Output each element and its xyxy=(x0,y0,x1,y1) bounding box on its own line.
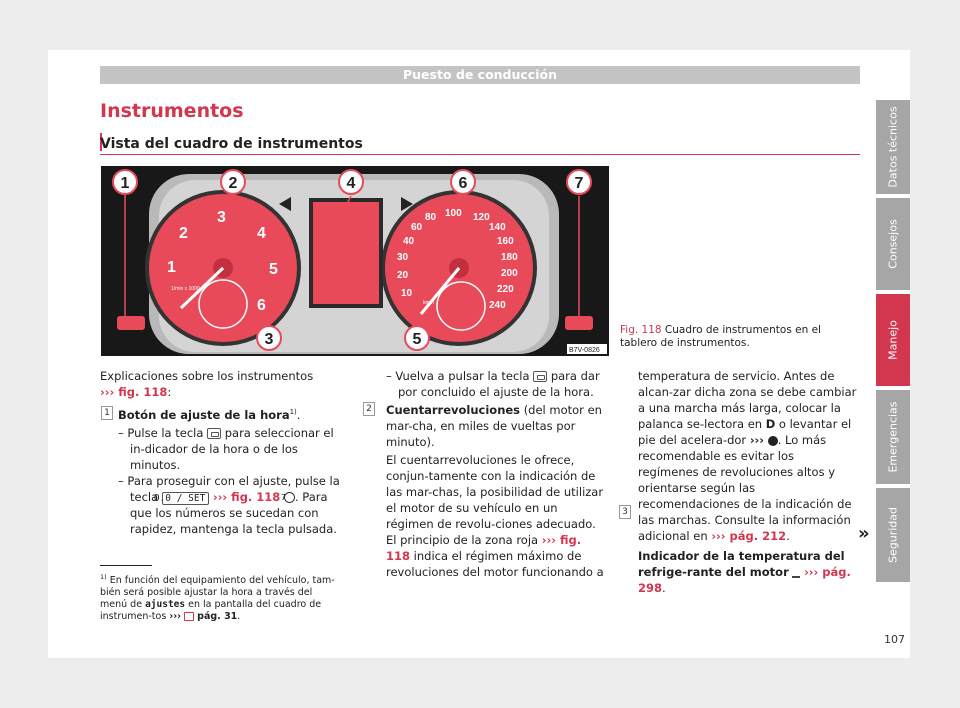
tab-seguridad[interactable] xyxy=(876,488,910,582)
tab-label: Seguridad xyxy=(886,507,900,563)
tach-tick: 5 xyxy=(269,261,278,278)
item1-step3-b: para dar por concluido el ajuste de la hora. xyxy=(398,369,600,399)
speed-tick: 220 xyxy=(497,284,514,295)
tach-tick: 3 xyxy=(217,209,226,226)
continue-arrow: » xyxy=(858,523,870,544)
item2-paragraph: El cuentarrevoluciones le ofrece, conjun-tamente con la indicación de las mar-chas, la posibilidad de utilizar el motor de su vehículo en un régimen de revolu-ciones adecuado. El principio de la zona roja xyxy=(386,453,604,547)
period: . xyxy=(662,581,666,595)
speed-tick: 140 xyxy=(489,222,506,233)
speed-tick: 10 xyxy=(401,288,413,299)
footnote-text-a: En función del equipamiento del vehículo, tam-bién será posible ajustar la hora a través del menú de xyxy=(100,575,335,611)
section-subtitle: Vista del cuadro de instrumentos xyxy=(100,136,363,152)
item1-step2-a: Para proseguir con el ajuste, pulse la tecla xyxy=(127,473,340,504)
left-column: Explicaciones sobre los instrumentos ››› fig. 118: Botón de ajuste de la hora$^{1)}$. – Pulse la tecla para seleccionar el in-dicador de la hora o de los minutos. – Para proseguir con el ajuste, pulse la tecla 0.0 / SET ››› fig. 118 7 . Para que los números se sucedan con rapidez, mantenga la tecla pulsada. xyxy=(100,369,340,536)
tab-manejo[interactable] xyxy=(876,294,910,386)
callout-label: 4 xyxy=(346,175,356,192)
item-marker: 1 xyxy=(101,406,113,420)
item2-paragraph-b: indica el régimen máximo de revoluciones del motor funcionando a xyxy=(386,549,604,579)
tach-tick: 4 xyxy=(257,225,266,242)
figure-caption xyxy=(620,324,856,350)
speed-tick: 240 xyxy=(489,300,506,311)
callout-label: 7 xyxy=(574,175,584,192)
warning-icon xyxy=(768,436,778,446)
item3-title: Indicador de la temperatura del refrige-rante del motor xyxy=(638,549,845,579)
item1-step1-b: para seleccionar el in-dicador de la hora o de los minutos. xyxy=(130,425,334,472)
speed-tick: 40 xyxy=(403,236,415,247)
item2-continued-c: . Lo más recomendable es evitar los regímenes de revoluciones altos y orientarse según las recomendaciones de la indicación de las marchas. Consulte la información adicional en xyxy=(638,433,852,543)
clock-adjust-button xyxy=(117,316,145,330)
intro-tail: : xyxy=(167,385,172,399)
tab-datos-tecnicos[interactable] xyxy=(876,100,910,194)
period: . xyxy=(786,529,790,543)
tab-consejos[interactable] xyxy=(876,198,910,290)
callout-ref: 7 xyxy=(284,492,295,503)
callout-label: 5 xyxy=(412,331,422,348)
footnote-ref[interactable]: 1) xyxy=(289,408,297,416)
intro-text: Explicaciones sobre los instrumentos xyxy=(100,369,314,383)
item1-title: Botón de ajuste de la hora xyxy=(118,407,290,422)
tab-label: Manejo xyxy=(886,320,900,360)
tach-tick: 6 xyxy=(257,297,266,314)
page-number: 107 xyxy=(884,633,905,646)
speed-tick: 200 xyxy=(501,268,518,279)
section-header: Puesto de conducción xyxy=(100,66,860,84)
tab-label: Emergencias xyxy=(886,401,900,473)
reset-button xyxy=(565,316,593,330)
page-title: Instrumentos xyxy=(100,100,244,122)
warning-link[interactable]: ››› xyxy=(749,433,765,447)
figure-caption-text: Cuadro de instrumentos en el tablero de instrumentos. xyxy=(620,324,821,349)
item1-step2-b: . Para que los números se sucedan con rapidez, mantenga la tecla pulsada. xyxy=(130,489,337,536)
tab-label: Datos técnicos xyxy=(886,106,900,188)
center-display xyxy=(313,202,379,304)
page-link[interactable]: ››› pág. 298 xyxy=(638,565,851,595)
set-key: 0.0 / SET xyxy=(162,492,209,505)
middle-column: – Vuelva a pulsar la tecla para dar por concluido el ajuste de la hora. Cuentarrevoluciones (del motor en mar-cha, en miles de vueltas por minuto). El cuentarrevoluciones le ofrece, conjun-tamente con la indicación de las mar-chas, la posibilidad de utilizar el motor de su vehículo en un régimen de revolu-ciones adecuado. El principio de la zona roja ››› fig. 118 indica el régimen máximo de revoluciones del motor funcionando a xyxy=(386,369,604,579)
callout-label: 2 xyxy=(228,175,238,192)
speed-tick: 180 xyxy=(501,252,518,263)
speed-tick: 100 xyxy=(445,208,462,219)
figure-link[interactable]: ››› fig. 118 xyxy=(100,385,168,399)
callout-label: 3 xyxy=(264,331,274,348)
item-marker: 2 xyxy=(363,402,375,416)
thermometer-icon xyxy=(792,567,800,578)
right-column xyxy=(638,368,858,596)
cluster-illustration xyxy=(101,166,609,356)
page-link[interactable]: ››› pág. 212 xyxy=(711,529,787,543)
callout-label: 1 xyxy=(120,175,130,192)
item2-title: Cuentarrevoluciones xyxy=(386,403,521,417)
item1-step1-a: Pulse la tecla xyxy=(127,425,204,440)
footnote-page-link[interactable]: pág. 31 xyxy=(197,611,238,623)
footnote-number: 1) xyxy=(100,573,107,581)
figure-code: B7V-0826 xyxy=(569,347,600,354)
item2-continued-b: o levantar el pie del acelera-dor xyxy=(638,417,852,447)
tab-label: Consejos xyxy=(886,219,900,269)
tach-tick: 2 xyxy=(179,225,188,242)
item2-text: (del motor en mar-cha, en miles de vueltas por minuto). xyxy=(386,403,602,449)
period: . xyxy=(237,611,241,623)
figure-link[interactable]: ››› fig. 118 xyxy=(212,489,281,504)
speed-tick: 120 xyxy=(473,212,490,223)
item2-continued: temperatura de servicio. Antes de alcan-zar dicha zona se debe cambiar a una marcha más larga, colocar la palanca se-lectora en xyxy=(638,369,857,431)
footnote-rule xyxy=(100,565,152,566)
callout-label: 6 xyxy=(458,175,468,192)
figure-label: Fig. 118 xyxy=(620,324,662,336)
speed-tick: 60 xyxy=(411,222,423,233)
gear-d: D xyxy=(765,417,776,431)
tach-tick: 1 xyxy=(167,259,176,276)
footnote xyxy=(100,571,340,623)
clock-button-icon xyxy=(533,371,547,382)
speed-tick: 30 xyxy=(397,252,409,263)
clock-button-icon xyxy=(207,428,221,439)
menu-name: ajustes xyxy=(145,599,186,611)
speed-tick: 20 xyxy=(397,270,409,281)
item1-step3-a: Vuelva a pulsar la tecla xyxy=(395,369,530,383)
tach-unit: 1/min x 1000 xyxy=(171,286,200,292)
item-marker: 3 xyxy=(619,505,631,519)
footnote-text-b: en la pantalla del cuadro de instrumen-tos xyxy=(100,599,322,623)
speed-tick: 160 xyxy=(497,236,514,247)
speed-tick: 80 xyxy=(425,212,437,223)
tab-emergencias[interactable] xyxy=(876,390,910,484)
footnote-link-arrow[interactable]: ››› xyxy=(169,611,182,623)
speed-unit: km/h xyxy=(423,300,434,306)
book-icon xyxy=(184,612,194,621)
figure-link[interactable]: ››› fig. 118 xyxy=(386,533,582,563)
instrument-cluster-figure xyxy=(101,166,609,356)
title-rule xyxy=(100,154,860,155)
